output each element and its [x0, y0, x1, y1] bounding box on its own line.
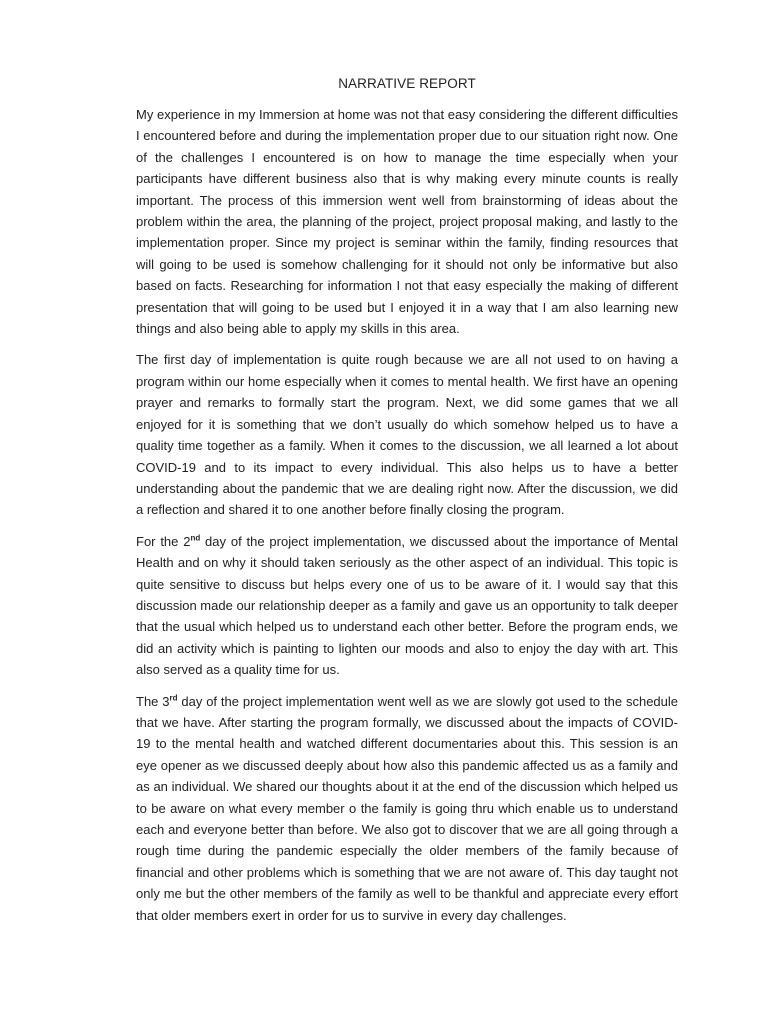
ordinal-suffix: nd — [190, 533, 201, 543]
paragraph-1: My experience in my Immersion at home was not that easy considering the different difficulties I encountered before and during the implementation proper due to our situation right now. One of the challenges I encountered is on how to manage the time especially when your participants have different business also that is why making every minute counts is really important. The process of this immersion went well from brainstorming of ideas about the problem within the area, the planning of the project, project proposal making, and lastly to the implementation proper. Since my project is seminar within the family, finding resources that will going to be used is somehow challenging for it should not only be informative but also based on facts. Researching for information I not that easy especially the making of different presentation that will going to be used but I enjoyed it in a way that I am also learning new things and also being able to apply my skills in this area. — [136, 107, 678, 337]
paragraph-3-lead: For the 2 — [136, 533, 191, 549]
paragraph-4-body: day of the project implementation went well as we are slowly got used to the schedule that we have. After starting the program formally, we discussed about the impacts of COVID-19 to the mental health and watched different documentaries about this. This session is an eye opener as we discussed deeply about how also this pandemic affected us as a family and as an individual. We shared our thoughts about it at the end of the discussion which helped us to be aware on what every member o the family is going thru which enable us to understand each and everyone better than before. We also got to discover that we are all going through a rough time during the pandemic especially the older members of the family because of financial and other problems which is something that we are not aware of. This day taught not only me but the other members of the family as well to be thankful and appreciate every effort that older members exert in order for us to survive in every day challenges. — [136, 693, 678, 923]
paragraph-2: The first day of implementation is quite rough because we are all not used to on having a program within our home especially when it comes to mental health. We first have an opening prayer and remarks to formally start the program. Next, we did some games that we all enjoyed for it is something that we don’t usually do which somehow helped us to have a quality time together as a family. When it comes to the discussion, we all learned a lot about COVID-19 and to its impact to every individual. This also helps us to have a better understanding about the pandemic that we are dealing right now. After the discussion, we did a reflection and shared it to one another before finally closing the program. — [136, 352, 678, 518]
document-page — [136, 74, 678, 936]
paragraph-4 — [136, 691, 678, 926]
page-title: NARRATIVE REPORT — [338, 76, 476, 91]
ordinal-suffix: rd — [169, 693, 178, 703]
paragraph-3-body: day of the project implementation, we discussed about the importance of Mental Health and on why it should taken seriously as the other aspect of an individual. This topic is quite sensitive to discuss but helps every one of us to be aware of it. I would say that this discussion made our relationship deeper as a family and gave us an opportunity to talk deeper that the usual which helped us to understand each other better. Before the program ends, we did an activity which is painting to lighten our moods and also to enjoy the day with art. This also served as a quality time for us. — [136, 533, 678, 678]
paragraph-4-lead: The 3 — [136, 693, 170, 709]
paragraph-3 — [136, 531, 678, 681]
